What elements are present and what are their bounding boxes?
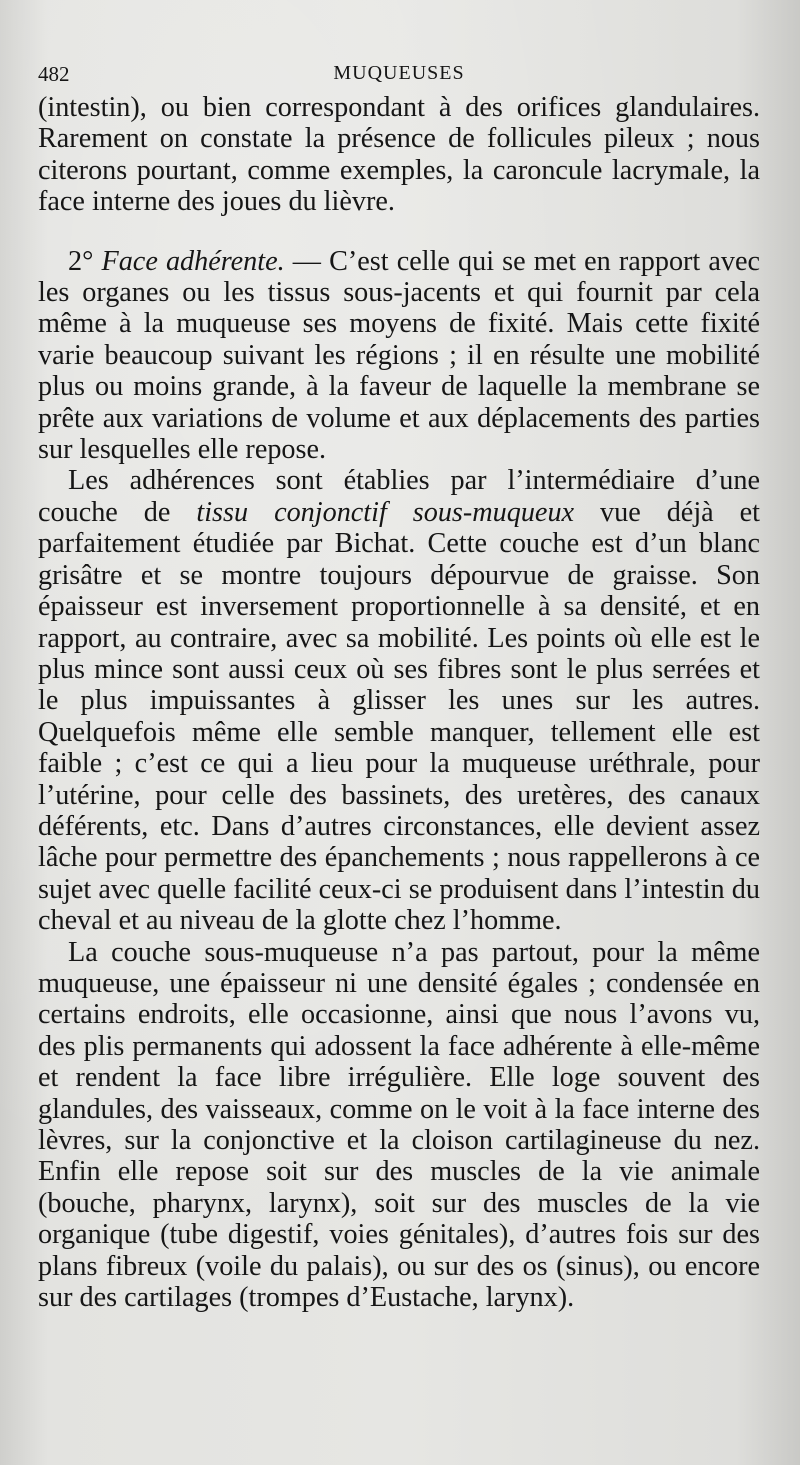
section-number: 2° bbox=[68, 245, 94, 277]
emphasis-term: tissu conjonctif sous-muqueux bbox=[196, 496, 575, 528]
page-number: 482 bbox=[38, 62, 70, 86]
page-header bbox=[38, 52, 760, 92]
section-heading: Face adhérente. bbox=[101, 245, 285, 277]
paragraph-continuation bbox=[38, 92, 760, 218]
paragraph-text: La couche sous-muqueuse n’a pas partout, pour la même muqueuse, une épaisseur ni une densité égales ; condensée en certains endroits, elle occasionne, ainsi que nous l’avons vu, des plis permanents qui adossent la face adhérente à elle-même et rendent la face libre irrégulière. Elle loge souvent des glandules, des vaisseaux, comme on le voit à la face interne des lèvres, sur la conjonctive et la cloison cartilagineuse du nez. Enfin elle repose soit sur des muscles de la vie animale (bouche, pharynx, larynx), soit sur des muscles de la vie organique (tube digestif, voies génitales), d’autres fois sur des plans fibreux (voile du palais), ou sur des os (sinus), ou encore sur des cartilages (trompes d’Eustache, larynx). bbox=[38, 936, 760, 1314]
paragraph-face-adherente bbox=[38, 246, 760, 466]
paragraph-adherences bbox=[38, 465, 760, 936]
paragraph-couche-sous-muqueuse bbox=[38, 937, 760, 1314]
paragraph-text: (intestin), ou bien correspondant à des orifices glandulaires. Rarement on constate la présence de follicules pileux ; nous citerons pourtant, comme exemples, la caroncule lacrymale, la face interne des joues du lièvre. bbox=[38, 92, 760, 218]
body-text bbox=[38, 92, 760, 1313]
running-title: MUQUEUSES bbox=[333, 62, 465, 84]
paragraph-text-after: vue déjà et parfaitement étudiée par Bichat. Cette couche est d’un blanc grisâtre et se montre toujours dépourvue de graisse. Son épaisseur est inversement proportionnelle à sa densité, et en rapport, au contraire, avec sa mobilité. Les points où elle est le plus mince sont aussi ceux où ses fibres sont le plus serrées et le plus impuissantes à glisser les unes sur les autres. Quelquefois même elle semble manquer, tellement elle est faible ; c’est ce qui a lieu pour la muqueuse uréthrale, pour l’utérine, pour celle des bassinets, des uretères, des canaux déférents, etc. Dans d’autres circonstances, elle devient assez lâche pour permettre des épanchements ; nous rappellerons à ce sujet avec quelle facilité ceux-ci se produisent dans l’intestin du cheval et au niveau de la glotte chez l’homme. bbox=[38, 496, 760, 937]
paragraph-text: — C’est celle qui se met en rapport avec les organes ou les tissus sous-jacents et qui fournit par cela même à la muqueuse ses moyens de fixité. Mais cette fixité varie beaucoup suivant les régions ; il en résulte une mobilité plus ou moins grande, à la faveur de laquelle la membrane se prête aux variations de volume et aux déplacements des parties sur lesquelles elle repose. bbox=[38, 245, 761, 466]
paragraph-text-before: Les adhérences sont établies par l’intermédiaire d’une couche de bbox=[38, 465, 760, 528]
